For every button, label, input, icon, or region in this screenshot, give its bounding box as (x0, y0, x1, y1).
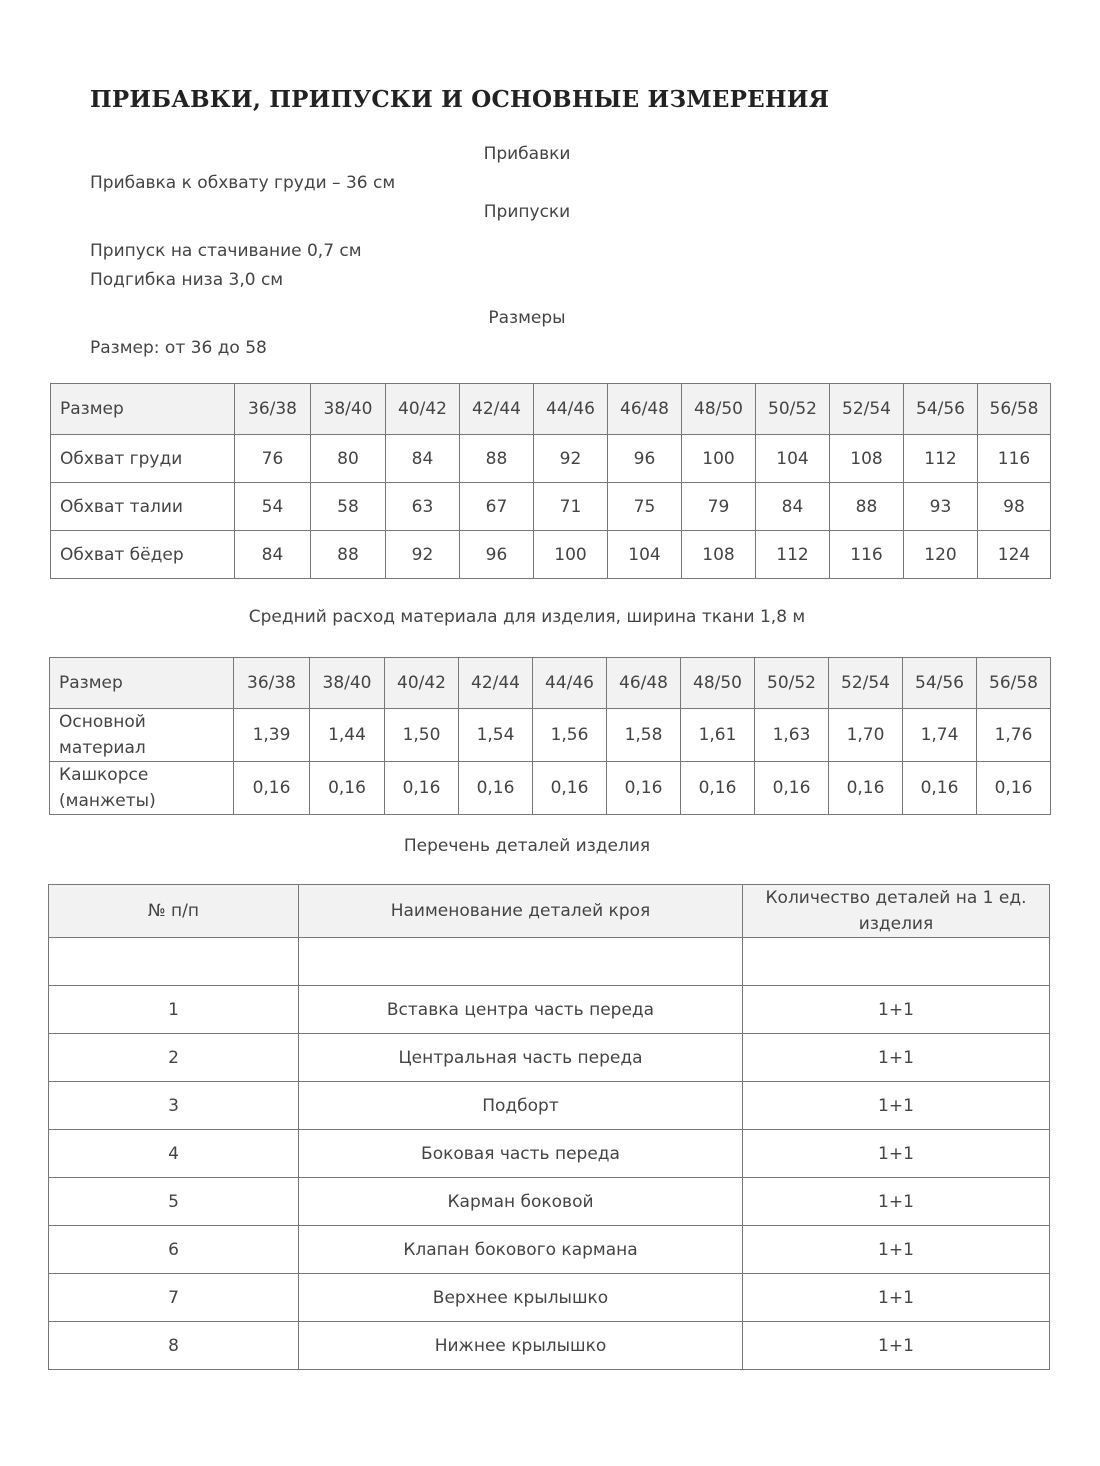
consumption-heading: Средний расход материала для изделия, ширина ткани 1,8 м (248, 607, 806, 627)
table-cell: 96 (460, 531, 534, 579)
table-cell: 1,74 (903, 709, 977, 762)
row-label: Обхват груди (51, 435, 235, 483)
size-range-text: Размер: от 36 до 58 (90, 338, 267, 358)
table-cell: 0,16 (755, 762, 829, 815)
table-cell: 0,16 (607, 762, 681, 815)
size-header-cell: 56/58 (978, 384, 1051, 435)
table-cell: 1,61 (681, 709, 755, 762)
part-qty: 1+1 (743, 1082, 1050, 1130)
table-cell: 75 (608, 483, 682, 531)
size-header-cell: 46/48 (608, 384, 682, 435)
table-row (49, 1274, 1050, 1322)
size-header-cell: 40/42 (385, 658, 459, 709)
table-cell: 84 (235, 531, 311, 579)
table-cell: 71 (534, 483, 608, 531)
part-qty: 1+1 (743, 1226, 1050, 1274)
table-cell: 112 (756, 531, 830, 579)
table-cell: 54 (235, 483, 311, 531)
col-qty-header (743, 885, 1050, 938)
row-label: Обхват талии (51, 483, 235, 531)
chest-row (51, 435, 1051, 483)
table-cell: 88 (311, 531, 386, 579)
part-qty: 1+1 (743, 1034, 1050, 1082)
size-header-cell: 52/54 (829, 658, 903, 709)
part-num: 6 (49, 1226, 299, 1274)
size-header-cell: 42/44 (460, 384, 534, 435)
size-header-cell: 36/38 (234, 658, 310, 709)
empty-cell (49, 938, 299, 986)
part-name: Подборт (299, 1082, 743, 1130)
table-row (49, 1082, 1050, 1130)
part-name: Центральная часть переда (299, 1034, 743, 1082)
empty-cell (299, 938, 743, 986)
part-num: 8 (49, 1322, 299, 1370)
col-num-header: № п/п (49, 885, 299, 938)
part-num: 1 (49, 986, 299, 1034)
table-cell: 98 (978, 483, 1051, 531)
table-cell: 1,70 (829, 709, 903, 762)
part-num: 2 (49, 1034, 299, 1082)
part-qty: 1+1 (743, 1178, 1050, 1226)
row-label (50, 709, 234, 762)
part-num: 4 (49, 1130, 299, 1178)
allowance-hem-text: Подгибка низа 3,0 см (90, 270, 284, 290)
table-cell: 116 (978, 435, 1051, 483)
parts-header-row (49, 885, 1050, 938)
size-header-cell: 38/40 (311, 384, 386, 435)
part-qty: 1+1 (743, 1274, 1050, 1322)
empty-cell (743, 938, 1050, 986)
cuffs-material-row (50, 762, 1051, 815)
size-header-cell: 44/46 (533, 658, 607, 709)
table-cell: 80 (311, 435, 386, 483)
size-header-cell: 40/42 (386, 384, 460, 435)
col-qty-header-line: изделия (858, 914, 934, 934)
part-name: Нижнее крылышко (299, 1322, 743, 1370)
size-header-cell: 36/38 (235, 384, 311, 435)
table-cell: 0,16 (977, 762, 1051, 815)
table-cell: 104 (608, 531, 682, 579)
table-cell: 1,50 (385, 709, 459, 762)
table-cell: 104 (756, 435, 830, 483)
row-label (50, 762, 234, 815)
page-title: ПРИБАВКИ, ПРИПУСКИ И ОСНОВНЫЕ ИЗМЕРЕНИЯ (90, 86, 830, 113)
table-cell: 100 (534, 531, 608, 579)
waist-row (51, 483, 1051, 531)
empty-row (49, 938, 1050, 986)
sizes-heading: Размеры (488, 308, 566, 328)
part-name: Карман боковой (299, 1178, 743, 1226)
table-row (49, 1178, 1050, 1226)
table-row (49, 1322, 1050, 1370)
part-qty: 1+1 (743, 1130, 1050, 1178)
table-cell: 88 (460, 435, 534, 483)
size-header-cell: 54/56 (903, 658, 977, 709)
row-label-line: Основной (59, 712, 146, 732)
main-material-row (50, 709, 1051, 762)
size-table-header-label: Размер (51, 384, 235, 435)
table-cell: 84 (386, 435, 460, 483)
size-header-cell: 46/48 (607, 658, 681, 709)
table-cell: 108 (682, 531, 756, 579)
table-cell: 92 (386, 531, 460, 579)
table-cell: 1,63 (755, 709, 829, 762)
table-cell: 92 (534, 435, 608, 483)
table-cell: 116 (830, 531, 904, 579)
table-cell: 120 (904, 531, 978, 579)
size-header-cell: 54/56 (904, 384, 978, 435)
size-table-header-row (51, 384, 1051, 435)
table-cell: 96 (608, 435, 682, 483)
table-row (49, 1034, 1050, 1082)
table-cell: 67 (460, 483, 534, 531)
size-header-cell: 38/40 (310, 658, 385, 709)
size-header-cell: 42/44 (459, 658, 533, 709)
size-header-cell: 48/50 (682, 384, 756, 435)
table-cell: 88 (830, 483, 904, 531)
table-row (49, 1226, 1050, 1274)
consumption-header-row (50, 658, 1051, 709)
allowance-seam-text: Припуск на стачивание 0,7 см (90, 241, 362, 261)
part-num: 7 (49, 1274, 299, 1322)
material-consumption-table (49, 657, 1051, 815)
size-header-cell: 50/52 (755, 658, 829, 709)
table-cell: 1,58 (607, 709, 681, 762)
table-cell: 0,16 (385, 762, 459, 815)
table-cell: 0,16 (533, 762, 607, 815)
table-cell: 63 (386, 483, 460, 531)
table-cell: 84 (756, 483, 830, 531)
table-cell: 1,54 (459, 709, 533, 762)
table-cell: 108 (830, 435, 904, 483)
consumption-header-label: Размер (50, 658, 234, 709)
row-label-line: Кашкорсе (59, 765, 149, 785)
table-cell: 79 (682, 483, 756, 531)
col-qty-header-line: Количество деталей на 1 ед. (765, 888, 1027, 908)
size-header-cell: 56/58 (977, 658, 1051, 709)
table-cell: 0,16 (459, 762, 533, 815)
part-name: Клапан бокового кармана (299, 1226, 743, 1274)
allowances-heading: Припуски (483, 202, 571, 222)
table-cell: 76 (235, 435, 311, 483)
part-qty: 1+1 (743, 1322, 1050, 1370)
additions-heading: Прибавки (483, 144, 571, 164)
table-cell: 1,76 (977, 709, 1051, 762)
table-cell: 0,16 (234, 762, 310, 815)
part-num: 3 (49, 1082, 299, 1130)
table-cell: 100 (682, 435, 756, 483)
table-row (49, 1130, 1050, 1178)
part-num: 5 (49, 1178, 299, 1226)
addition-chest-text: Прибавка к обхвату груди – 36 см (90, 173, 396, 193)
part-name: Верхнее крылышко (299, 1274, 743, 1322)
hips-row (51, 531, 1051, 579)
size-header-cell: 50/52 (756, 384, 830, 435)
table-cell: 124 (978, 531, 1051, 579)
table-row (49, 986, 1050, 1034)
col-name-header: Наименование деталей кроя (299, 885, 743, 938)
table-cell: 1,44 (310, 709, 385, 762)
part-name: Вставка центра часть переда (299, 986, 743, 1034)
table-cell: 0,16 (903, 762, 977, 815)
size-measurements-table (50, 383, 1051, 579)
part-name: Боковая часть переда (299, 1130, 743, 1178)
row-label-line: (манжеты) (59, 791, 156, 811)
table-cell: 0,16 (310, 762, 385, 815)
table-cell: 112 (904, 435, 978, 483)
table-cell: 1,39 (234, 709, 310, 762)
row-label-line: материал (59, 738, 146, 758)
table-cell: 93 (904, 483, 978, 531)
part-qty: 1+1 (743, 986, 1050, 1034)
size-header-cell: 44/46 (534, 384, 608, 435)
table-cell: 58 (311, 483, 386, 531)
size-header-cell: 48/50 (681, 658, 755, 709)
row-label: Обхват бёдер (51, 531, 235, 579)
table-cell: 1,56 (533, 709, 607, 762)
table-cell: 0,16 (681, 762, 755, 815)
table-cell: 0,16 (829, 762, 903, 815)
parts-heading: Перечень деталей изделия (403, 836, 651, 856)
parts-list-table (48, 884, 1050, 1370)
size-header-cell: 52/54 (830, 384, 904, 435)
